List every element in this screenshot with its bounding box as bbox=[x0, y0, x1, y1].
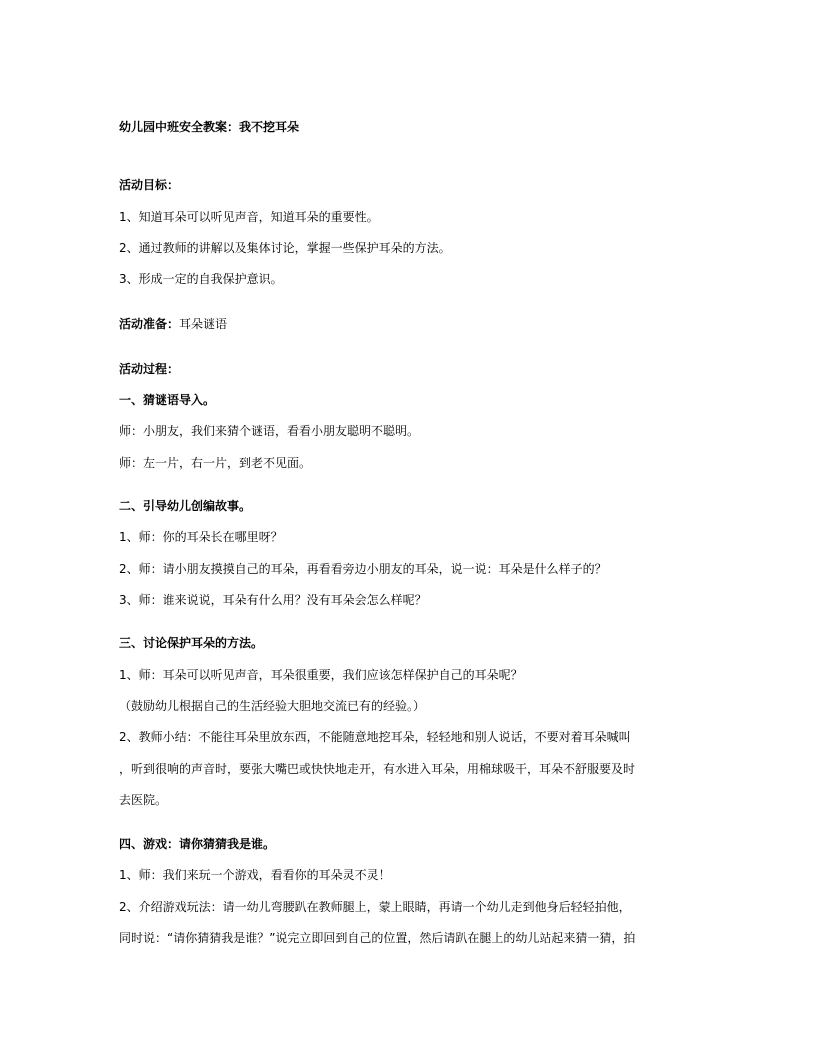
section-line: 2、师：请小朋友摸摸自己的耳朵，再看看旁边小朋友的耳朵，说一说：耳朵是什么样子的？ bbox=[119, 562, 607, 576]
section-heading: 三、讨论保护耳朵的方法。 bbox=[119, 636, 264, 650]
goal-item: 2、通过教师的讲解以及集体讨论，掌握一些保护耳朵的方法。 bbox=[119, 241, 451, 255]
section-line: 去医院。 bbox=[119, 793, 168, 807]
section-line: 2、介绍游戏玩法：请一幼儿弯腰趴在教师腿上，蒙上眼睛，再请一个幼儿走到他身后轻轻拍他， bbox=[119, 900, 631, 914]
section-line: ，听到很响的声音时，要张大嘴巴或快快地走开，有水进入耳朵，用棉球吸干，耳朵不舒服要及时 bbox=[119, 762, 636, 776]
document-title: 幼儿园中班安全教案：我不挖耳朵 bbox=[119, 120, 300, 134]
section-heading: 四、游戏：请你猜猜我是谁。 bbox=[119, 837, 276, 851]
section-line: 1、师：我们来玩一个游戏，看看你的耳朵灵不灵！ bbox=[119, 868, 391, 882]
section-line: 2、教师小结：不能往耳朵里放东西，不能随意地挖耳朵，轻轻地和别人说话，不要对着耳朵喊叫 bbox=[119, 730, 631, 744]
goals-heading: 活动目标： bbox=[119, 178, 180, 192]
goal-item: 1、知道耳朵可以听见声音，知道耳朵的重要性。 bbox=[119, 210, 379, 224]
section-line: 3、师：谁来说说，耳朵有什么用？没有耳朵会怎么样呢？ bbox=[119, 593, 427, 607]
section-line: 同时说：“请你猜猜我是谁？”说完立即回到自己的位置，然后请趴在腿上的幼儿站起来猜一猜，拍 bbox=[119, 931, 636, 945]
preparation-label: 活动准备： bbox=[119, 317, 180, 331]
preparation-line bbox=[119, 316, 227, 332]
section-line: 师：小朋友，我们来猜个谜语，看看小朋友聪明不聪明。 bbox=[119, 424, 420, 438]
section-line: （鼓励幼儿根据自己的生活经验大胆地交流已有的经验。） bbox=[119, 699, 426, 713]
section-line: 1、师：耳朵可以听见声音，耳朵很重要，我们应该怎样保护自己的耳朵呢？ bbox=[119, 668, 523, 682]
preparation-value: 耳朵谜语 bbox=[179, 317, 228, 331]
process-heading: 活动过程： bbox=[119, 362, 180, 376]
section-heading: 二、引导幼儿创编故事。 bbox=[119, 499, 252, 513]
section-heading: 一、猜谜语导入。 bbox=[119, 393, 216, 407]
goal-item: 3、形成一定的自我保护意识。 bbox=[119, 272, 283, 286]
section-line: 师：左一片，右一片，到老不见面。 bbox=[119, 456, 312, 470]
section-line: 1、师：你的耳朵长在哪里呀？ bbox=[119, 530, 283, 544]
